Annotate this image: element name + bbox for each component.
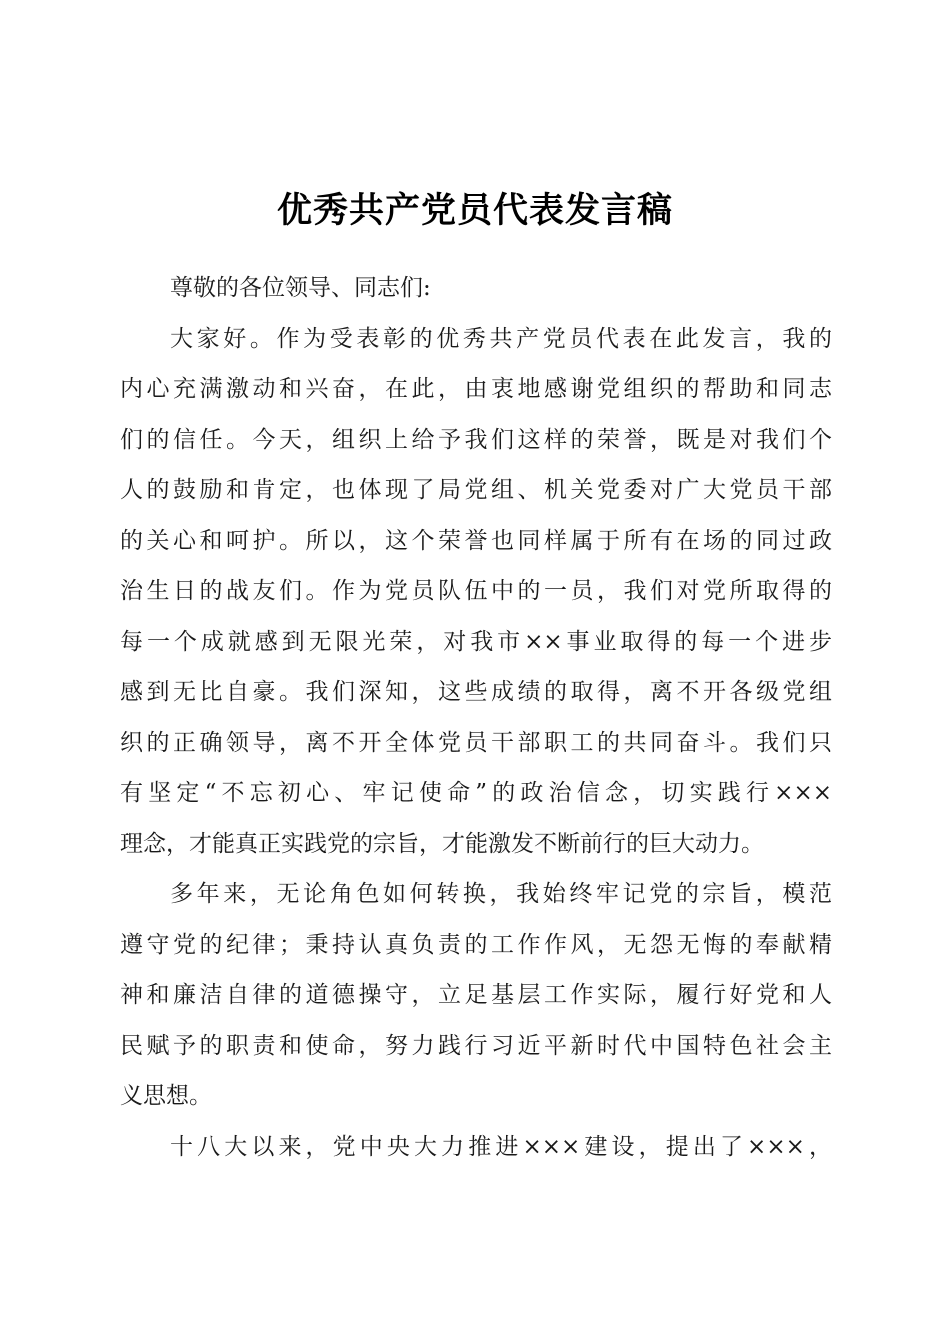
paragraph-line: 神和廉洁自律的道德操守，立足基层工作实际，履行好党和人: [120, 982, 832, 1008]
paragraph-line: 义思想。: [120, 1083, 212, 1109]
paragraph-line: 感到无比自豪。我们深知，这些成绩的取得，离不开各级党组: [120, 679, 832, 705]
document-body: [120, 263, 832, 1172]
paragraph-line: 理念，才能真正实践党的宗旨，才能激发不断前行的巨大动力。: [120, 830, 764, 857]
paragraph-line: 大家好。作为受表彰的优秀共产党员代表在此发言，我的: [170, 325, 832, 352]
paragraph-line: 有坚定“不忘初心、牢记使命”的政治信念，切实践行×××: [120, 780, 832, 806]
paragraph-line: 多年来，无论角色如何转换，我始终牢记党的宗旨，模范: [170, 881, 832, 907]
paragraph-2: [120, 869, 832, 1122]
greeting-paragraph: [120, 263, 832, 314]
paragraph-line: 遵守党的纪律；秉持认真负责的工作作风，无怨无悔的奉献精: [120, 931, 832, 958]
paragraph-line: 治生日的战友们。作为党员队伍中的一员，我们对党所取得的: [120, 578, 832, 604]
paragraph-line: 织的正确领导，离不开全体党员干部职工的共同奋斗。我们只: [120, 729, 832, 756]
paragraph-1: [120, 314, 832, 870]
greeting-line: 尊敬的各位领导、同志们:: [170, 275, 431, 301]
paragraph-line: 的关心和呵护。所以，这个荣誉也同样属于所有在场的同过政: [120, 527, 832, 554]
paragraph-line: 内心充满激动和兴奋，在此，由衷地感谢党组织的帮助和同志: [120, 376, 832, 402]
paragraph-line: 十八大以来，党中央大力推进×××建设，提出了×××，: [170, 1133, 832, 1160]
paragraph-line: 每一个成就感到无限光荣，对我市××事业取得的每一个进步: [120, 628, 832, 655]
paragraph-line: 人的鼓励和肯定，也体现了局党组、机关党委对广大党员干部: [120, 477, 832, 503]
paragraph-line: 们的信任。今天，组织上给予我们这样的荣誉，既是对我们个: [120, 426, 832, 453]
paragraph-line: 民赋予的职责和使命，努力践行习近平新时代中国特色社会主: [120, 1032, 832, 1059]
document-title: 优秀共产党员代表发言稿: [276, 190, 673, 231]
paragraph-3: [120, 1122, 832, 1173]
